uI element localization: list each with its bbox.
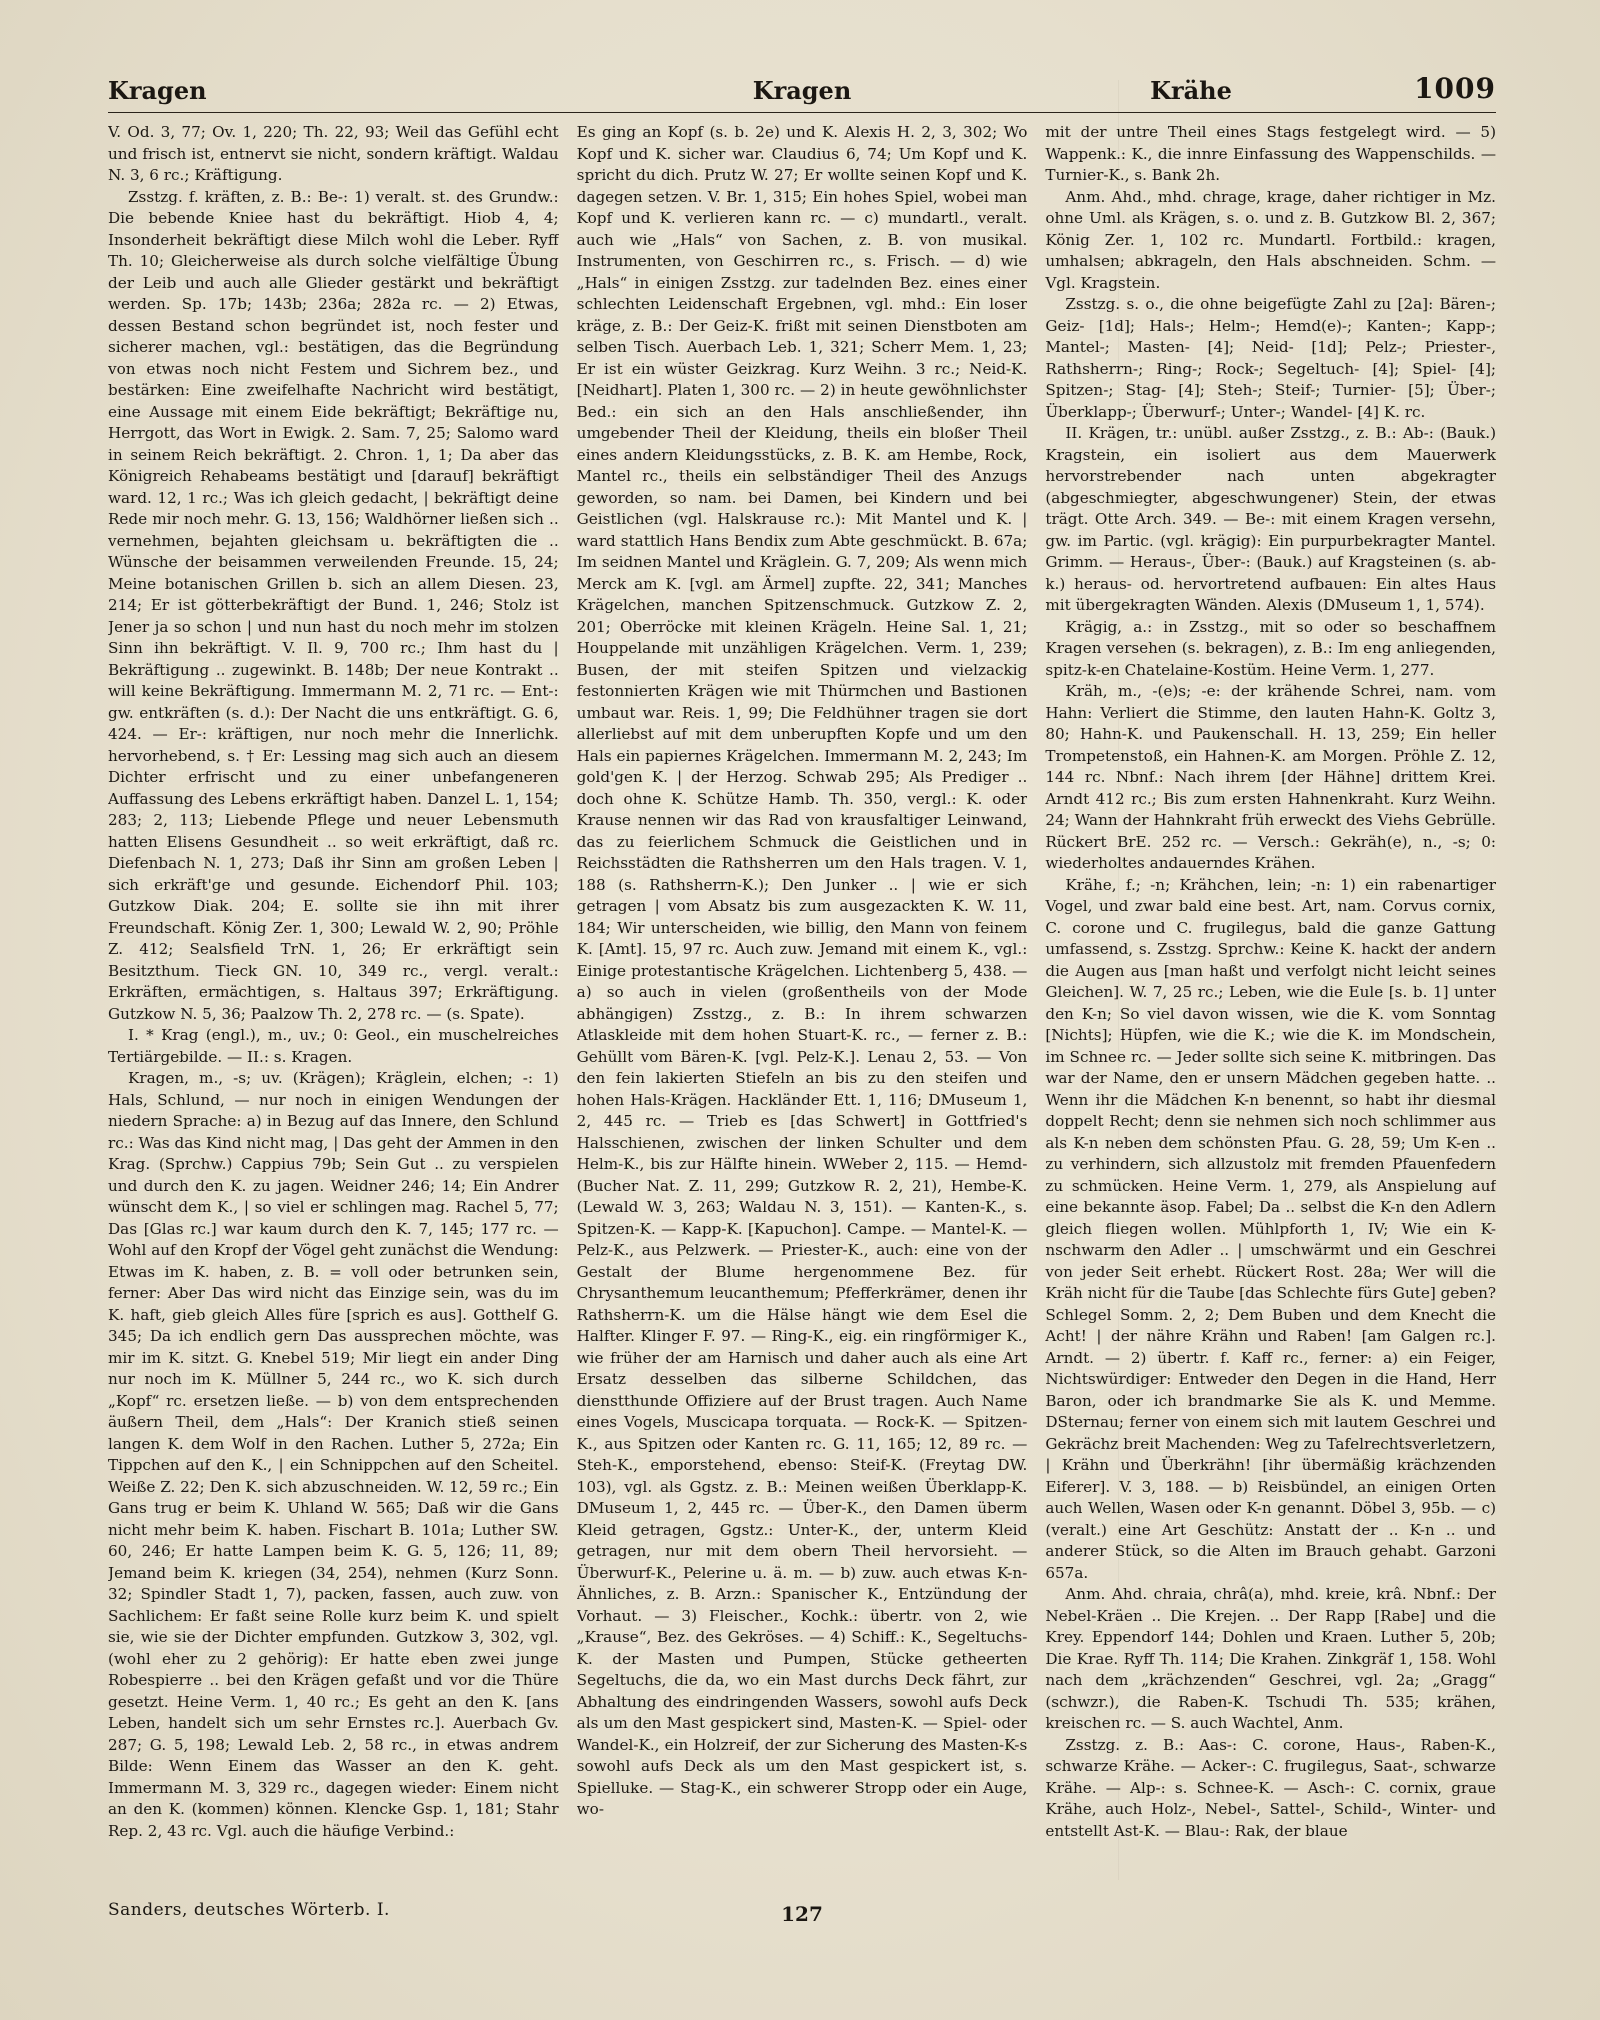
entry-paragraph: Krägig, a.: in Zsstzg., mit so oder so beschaffnem Kragen versehen (s. bekragen), z. B.: Im eng anliegenden, spitz-k-en Chatelaine-Kostüm. Heine Verm. 1, 277. bbox=[1045, 617, 1496, 679]
sheet-number: 127 bbox=[781, 1902, 823, 1926]
signature-line: Sanders, deutsches Wörterb. I. bbox=[108, 1900, 390, 1920]
column-2 bbox=[577, 122, 1028, 1877]
entry-paragraph: Zsstzg. z. B.: Aas-: C. corone, Haus-, Raben-K., schwarze Krähe. — Acker-: C. frugilegus, Saat-, schwarze Krähe. — Alp-: s. Schnee-K. — Asch-: C. cornix, graue Krähe, auch Holz-, Nebel-, Sattel-, Schild-, Winter- und entstellt Ast-K. — Blau-: Rak, der blaue bbox=[1045, 1735, 1496, 1840]
entry-paragraph: V. Od. 3, 77; Ov. 1, 220; Th. 22, 93; Weil das Gefühl echt und frisch ist, entnervt sie nicht, sondern kräftigt. Waldau N. 3, 6 rc.; Kräftigung. bbox=[108, 123, 559, 184]
entry-paragraph: Krähe, f.; -n; Krähchen, lein; -n: 1) ein rabenartiger Vogel, und zwar bald eine best. Art, nam. Corvus cornix, C. corone und C. frugilegus, bald die ganze Gattung umfassend, s. Zsstzg. Sprchw.: Keine K. hackt der andern die Augen aus [man haßt und verfolgt nicht leicht seines Gleichen]. W. 7, 25 rc.; Leben, wie die Eule [s. b. 1] unter den K-n; So viel davon wissen, wie die K. vom Sonntag [Nichts]; Hüpfen, wie die K.; wie die K. im Mondschein, im Schnee rc. — Jeder sollte sich seine K. mitbringen. Das war der Name, den er unsern Mädchen gegeben hatte. .. Wenn ihr die Mädchen K-n benennt, so habt ihr diesmal doppelt Recht; denn sie nehmen sich noch schlimmer aus als K-n neben dem schönsten Pfau. G. 28, 59; Um K-en .. zu verhindern, sich allzustolz mit fremden Pfauenfedern zu schmücken. Heine Verm. 1, 279, als Anspielung auf eine bekannte äsop. Fabel; Da .. selbst die K-n den Adlern gleich fliegen wollen. Mühlpforth 1, IV; Wie ein K-nschwarm den Adler .. | umschwärmt und ein Geschrei von jeder Seit erhebt. Rückert Rost. 28a; Wer will die Kräh nicht für die Taube [das Schlechte fürs Gute] geben? Schlegel Somm. 2, 2; Dem Buben und dem Knecht die Acht! | der nähre Krähn und Raben! [am Galgen rc.]. Arndt. — 2) übertr. f. Kaff rc., ferner: a) ein Feiger, Nichtswürdiger: Entweder den Degen in die Hand, Herr Baron, oder ich brandmarke Sie als K. und Memme. DSternau; ferner von einem sich mit lautem Geschrei und Gekrächz breit Machenden: Weg zu Tafelrechtsverletzern, | Krähn und Überkrähn! [ihr übermäßig krächzenden Eiferer]. V. 3, 188. — b) Reisbündel, an einigen Orten auch Wellen, Wasen oder K-n genannt. Döbel 3, 95b. — c) (veralt.) eine Art Geschütz: Anstatt der .. K-n .. und anderer Stück, so die Alten im Brauch gehabt. Garzoni 657a. bbox=[1045, 875, 1496, 1582]
page-number: 1009 bbox=[1414, 72, 1496, 105]
column-1 bbox=[108, 122, 559, 1877]
header-right-word: Krähe bbox=[1150, 76, 1232, 105]
entry-paragraph: I. * Krag (engl.), m., uv.; 0: Geol., ein muschelreiches Tertiärgebilde. — II.: s. Kragen. bbox=[108, 1026, 559, 1066]
entry-paragraph: Zsstzg. f. kräften, z. B.: Be-: 1) veralt. st. des Grundw.: Die bebende Kniee hast du bekräftigt. Hiob 4, 4; Insonderheit bekräftigt diese Milch wohl die Leber. Ryff Th. 10; Gleicherweise als durch solche vielfältige Übung der Leib und auch alle Glieder gestärkt und bekräftigt werden. Sp. 17b; 143b; 236a; 282a rc. — 2) Etwas, dessen Bestand schon begründet ist, noch fester und sicherer machen, vgl.: bestätigen, das die Begründung von etwas noch nicht Festem und Sichrem bez., und bestärken: Eine zweifelhafte Nachricht wird bestätigt, eine Aussage mit einem Eide bekräftigt; Bekräftige nu, Herrgott, das Wort in Ewigk. 2. Sam. 7, 25; Salomo ward in seinem Reich bekräftigt. 2. Chron. 1, 1; Da aber das Königreich Rehabeams bestätigt und [darauf] bekräftigt ward. 12, 1 rc.; Was ich gleich gedacht, | bekräftigt deine Rede mir noch mehr. G. 13, 156; Waldhörner ließen sich .. vernehmen, bejahten gleichsam u. bekräftigten die .. Wünsche der beisammen verweilenden Freunde. 15, 24; Meine botanischen Grillen b. sich an allem Diesen. 23, 214; Er ist götterbekräftigt der Bund. 1, 246; Stolz ist Jener ja so schon | und nun hast du noch mehr im stolzen Sinn ihn bekräftigt. V. Il. 9, 700 rc.; Ihm hast du | Bekräftigung .. zugewinkt. B. 148b; Der neue Kontrakt .. will keine Bekräftigung. Immermann M. 2, 71 rc. — Ent-: gw. entkräften (s. d.): Der Nacht die uns entkräftigt. G. 6, 424. — Er-: kräftigen, nur noch mehr die Innerlichk. hervorhebend, s. † Er: Lessing mag sich auch an diesem Dichter erfrischt und zu einer unbefangeneren Auffassung des Lebens erkräftigt haben. Danzel L. 1, 154; 283; 2, 113; Liebende Pflege und neuer Lebensmuth hatten Elisens Gesundheit .. so weit erkräftigt, daß rc. Diefenbach N. 1, 273; Daß ihr Sinn am großen Leben | sich erkräft'ge und gesunde. Eichendorf Phil. 103; Gutzkow Diak. 204; E. sollte sie ihn mit ihrer Freundschaft. König Zer. 1, 300; Lewald W. 2, 90; Pröhle Z. 412; Sealsfield TrN. 1, 26; Er erkräftigt sein Besitzthum. Tieck GN. 10, 349 rc., vergl. veralt.: Erkräften, ermächtigen, s. Haltaus 397; Erkräftigung. Gutzkow N. 5, 36; Paalzow Th. 2, 278 rc. — (s. Spate). bbox=[108, 187, 559, 1023]
entry-paragraph: Zsstzg. s. o., die ohne beigefügte Zahl zu [2a]: Bären-; Geiz- [1d]; Hals-; Helm-; Hemd(e)-; Kanten-; Kapp-; Mantel-; Masten- [4]; Neid- [1d]; Pelz-; Priester-, Rathsherrn-; Ring-; Rock-; Segeltuch- [4]; Spiel- [4]; Spitzen-; Stag- [4]; Steh-; Steif-; Turnier- [5]; Über-; Überklapp-; Überwurf-; Unter-; Wandel- [4] K. rc. bbox=[1045, 295, 1496, 421]
column-3 bbox=[1045, 122, 1496, 1877]
entry-paragraph: mit der untre Theil eines Stags festgelegt wird. — 5) Wappenk.: K., die innre Einfassung des Wappenschilds. — Turnier-K., s. Bank 2h. bbox=[1045, 123, 1496, 184]
entry-paragraph: Kräh, m., -(e)s; -e: der krähende Schrei, nam. vom Hahn: Verliert die Stimme, den lauten Hahn-K. Goltz 3, 80; Hahn-K. und Paukenschall. H. 13, 259; Ein heller Trompetenstoß, ein Hahnen-K. am Morgen. Pröhle Z. 12, 144 rc. Nbnf.: Nach ihrem [der Hähne] drittem Krei. Arndt 412 rc.; Bis zum ersten Hahnenkraht. Kurz Weihn. 24; Wann der Hahnkraht früh erweckt des Viehs Gebrülle. Rückert BrE. 252 rc. — Versch.: Gekräh(e), n., -s; 0: wiederholtes andauerndes Krähen. bbox=[1045, 682, 1496, 872]
entry-paragraph: Anm. Ahd. chraia, chrâ(a), mhd. kreie, krâ. Nbnf.: Der Nebel-Kräen .. Die Krejen. .. Der Rapp [Rabe] und die Krey. Eppendorf 144; Dohlen und Kraen. Luther 5, 20b; Die Krae. Ryff Th. 114; Die Krahen. Zinkgräf 1, 158. Wohl nach dem „krächzenden“ Geschrei, vgl. 2a; „Gragg“ (schwzr.), die Raben-K. Tschudi Th. 535; krähen, kreischen rc. — S. auch Wachtel, Anm. bbox=[1045, 1585, 1496, 1732]
header-center-word: Kragen bbox=[752, 76, 852, 105]
text-columns bbox=[108, 122, 1496, 1877]
entry-paragraph: II. Krägen, tr.: unübl. außer Zsstzg., z. B.: Ab-: (Bauk.) Kragstein, ein isoliert aus dem Mauerwerk hervorstrebender nach unten abgekragter (abgeschmiegter, abgeschwungener) Stein, der etwas trägt. Otte Arch. 349. — Be-: mit einem Kragen versehn, gw. im Partic. (vgl. krägig): Ein purpurbekragter Mantel. Grimm. — Heraus-, Über-: (Bauk.) auf Kragsteinen (s. ab-k.) heraus- od. hervortretend aufbauen: Ein altes Haus mit übergekragten Wänden. Alexis (DMuseum 1, 1, 574). bbox=[1045, 424, 1496, 614]
entry-paragraph: Kragen, m., -s; uv. (Krägen); Kräglein, elchen; -: 1) Hals, Schlund, — nur noch in einigen Wendungen der niedern Sprache: a) in Bezug auf das Innere, den Schlund rc.: Was das Kind nicht mag, | Das geht der Ammen in den Krag. (Sprchw.) Cappius 79b; Sein Gut .. zu verspielen und durch den K. zu jagen. Weidner 246; 14; Ein Andrer wünscht dem K., | so viel er schlingen mag. Rachel 5, 77; Das [Glas rc.] war kaum durch den K. 7, 145; 177 rc. — Wohl auf den Kropf der Vögel geht zunächst die Wendung: Etwas im K. haben, z. B. = voll oder betrunken sein, ferner: Aber Das wird nicht das Einzige sein, was du im K. haft, gieb gleich Alles füre [sprich es aus]. Gotthelf G. 345; Da ich endlich gern Das aussprechen möchte, was mir im K. sitzt. G. Knebel 519; Mir liegt ein ander Ding nur noch im K. Müllner 5, 244 rc., wo K. sich durch „Kopf“ rc. ersetzen ließe. — b) von dem entsprechenden äußern Theil, dem „Hals“: Der Kranich stieß seinen langen K. dem Wolf in den Rachen. Luther 5, 272a; Ein Tippchen auf den K., | ein Schnippchen auf den Scheitel. Weiße Z. 22; Den K. sich abzuschneiden. W. 12, 59 rc.; Ein Gans trug er beim K. Uhland W. 565; Daß wir die Gans nicht mehr beim K. haben. Fischart B. 101a; Luther SW. 60, 246; Er hatte Lampen beim K. G. 5, 126; 11, 89; Jemand beim K. kriegen (34, 254), nehmen (Kurz Sonn. 32; Spindler Stadt 1, 7), packen, fassen, auch zuw. von Sachlichem: Er faßt seine Rolle kurz beim K. und spielt sie, wie sie der Dichter empfunden. Gutzkow 3, 302, vgl. (wohl eher zu 2 gehörig): Er hatte eben zwei junge Robespierre .. bei den Krägen gefaßt und vor die Thüre gesetzt. Heine Verm. 1, 40 rc.; Es geht an den K. [ans Leben, handelt sich um sehr Ernstes rc.]. Auerbach Gv. 287; G. 5, 198; Lewald Leb. 2, 58 rc., in etwas andrem Bilde: Wenn Einem das Wasser an den K. geht. Immermann M. 3, 329 rc., dagegen wieder: Einem nicht an den K. (kommen) können. Klencke Gsp. 1, 181; Stahr Rep. 2, 43 rc. Vgl. auch die häufige Verbind.: bbox=[108, 1069, 559, 1840]
header-left-word: Kragen bbox=[108, 76, 207, 105]
running-header bbox=[108, 72, 1496, 113]
entry-paragraph: Anm. Ahd., mhd. chrage, krage, daher richtiger in Mz. ohne Uml. als Krägen, s. o. und z. B. Gutzkow Bl. 2, 367; König Zer. 1, 102 rc. Mundartl. Fortbild.: kragen, umhalsen; abkrageln, den Hals abschneiden. Schm. — Vgl. Kragstein. bbox=[1045, 187, 1496, 292]
page-footer bbox=[108, 1892, 1496, 1932]
entry-paragraph: Es ging an Kopf (s. b. 2e) und K. Alexis H. 2, 3, 302; Wo Kopf und K. sicher war. Claudius 6, 74; Um Kopf und K. spricht du dich. Prutz W. 27; Er wollte seinen Kopf und K. dagegen setzen. V. Br. 1, 315; Ein hohes Spiel, wobei man Kopf und K. verlieren kann rc. — c) mundartl., veralt. auch wie „Hals“ von Sachen, z. B. von musikal. Instrumenten, von Geschirren rc., s. Frisch. — d) wie „Hals“ in einigen Zsstzg. zur tadelnden Bez. eines einer schlechten Leidenschaft Ergebnen, vgl. mhd.: Ein loser kräge, z. B.: Der Geiz-K. frißt mit seinen Dienstboten am selben Tisch. Auerbach Leb. 1, 321; Scherr Mem. 1, 23; Er ist ein wüster Geizkrag. Kurz Weihn. 3 rc.; Neid-K. [Neidhart]. Platen 1, 300 rc. — 2) in heute gewöhnlichster Bed.: ein sich an den Hals anschließender, ihn umgebender Theil der Kleidung, theils ein bloßer Theil eines andern Kleidungsstücks, z. B. K. am Hembe, Rock, Mantel rc., theils ein selbständiger Theil des Anzugs geworden, so nam. bei Damen, bei Kindern und bei Geistlichen (vgl. Halskrause rc.): Mit Mantel und K. | ward stattlich Hans Bendix zum Abte geschmückt. B. 67a; Im seidnen Mantel und Kräglein. G. 7, 209; Als wenn mich Merck am K. [vgl. am Ärmel] zupfte. 22, 341; Manches Krägelchen, manchen Spitzenschmuck. Gutzkow Z. 2, 201; Oberröcke mit kleinen Krägeln. Heine Sal. 1, 21; Houppelande mit unzähligen Krägelchen. Verm. 1, 239; Busen, der mit steifen Spitzen und vielzackig festonnierten Krägen wie mit Thürmchen und Bastionen umbaut war. Reis. 1, 99; Die Feldhühner tragen sie dort allerliebst auf mit dem unberupften Kopfe und um den Hals ein papiernes Krägelchen. Immermann M. 2, 243; Im gold'gen K. | der Herzog. Schwab 295; Als Prediger .. doch ohne K. Schütze Hamb. Th. 350, vergl.: K. oder Krause nennen wir das Rad von krausfaltiger Leinwand, das zu feierlichem Schmuck die Geistlichen und in Reichsstädten die Rathsherren um den Hals tragen. V. 1, 188 (s. Rathsherrn-K.); Den Junker .. | wie er sich getragen | vom Absatz bis zum ausgezackten K. W. 11, 184; Wir unterscheiden, wie billig, den Mann von feinem K. [Amt]. 15, 97 rc. Auch zuw. Jemand mit einem K., vgl.: Einige protestantische Krägelchen. Lichtenberg 5, 438. — a) so auch in vielen (großentheils von der Mode abhängigen) Zsstzg., z. B.: In ihrem schwarzen Atlaskleide mit dem hohen Stuart-K. rc., — ferner z. B.: Gehüllt vom Bären-K. [vgl. Pelz-K.]. Lenau 2, 53. — Von den fein lakierten Stiefeln an bis zu den steifen und hohen Hals-Krägen. Hackländer Ett. 1, 116; DMuseum 1, 2, 445 rc. — Trieb es [das Schwert] in Gottfried's Halsschienen, zwischen der linken Schulter und dem Helm-K., bis zur Hälfte hinein. WWeber 2, 115. — Hemd- (Bucher Nat. Z. 11, 299; Gutzkow R. 2, 21), Hembe-K. (Lewald W. 3, 263; Waldau N. 3, 151). — Kanten-K., s. Spitzen-K. — Kapp-K. [Kapuchon]. Campe. — Mantel-K. — Pelz-K., aus Pelzwerk. — Priester-K., auch: eine von der Gestalt der Blume hergenommene Bez. für Chrysanthemum leucanthemum; Pfefferkrämer, denen ihr Rathsherrn-K. um die Hälse hängt wie dem Esel die Halfter. Klinger F. 97. — Ring-K., eig. ein ringförmiger K., wie früher der am Harnisch und daher auch als eine Art Ersatz desselben das silberne Schildchen, das dienstthunde Offiziere auf der Brust tragen. Auch Name eines Vogels, Muscicapa torquata. — Rock-K. — Spitzen-K., aus Spitzen oder Kanten rc. G. 11, 165; 12, 89 rc. — Steh-K., emporstehend, ebenso: Steif-K. (Freytag DW. 103), vgl. als Ggstz. z. B.: Meinen weißen Überklapp-K. DMuseum 1, 2, 445 rc. — Über-K., den Damen überm Kleid getragen, Ggstz.: Unter-K., der, unterm Kleid getragen, nur mit dem obern Theil hervorsieht. — Überwurf-K., Pelerine u. ä. m. — b) zuw. auch etwas K-n-Ähnliches, z. B. Arzn.: Spanischer K., Entzündung der Vorhaut. — 3) Fleischer., Kochk.: übertr. von 2, wie „Krause“, Bez. des Gekröses. — 4) Schiff.: K., Segeltuchs-K. der Masten und Pumpen, Stücke getheerten Segeltuchs, die da, wo ein Mast durchs Deck fährt, zur Abhaltung des eindringenden Wassers, sowohl aufs Deck als um den Mast gespickert sind, Masten-K. — Spiel- oder Wandel-K., ein Holzreif, der zur Sicherung des Masten-K-s sowohl aufs Deck als um den Mast gespickert ist, s. Spielluke. — Stag-K., ein schwerer Stropp oder ein Auge, wo- bbox=[576, 123, 1028, 1818]
